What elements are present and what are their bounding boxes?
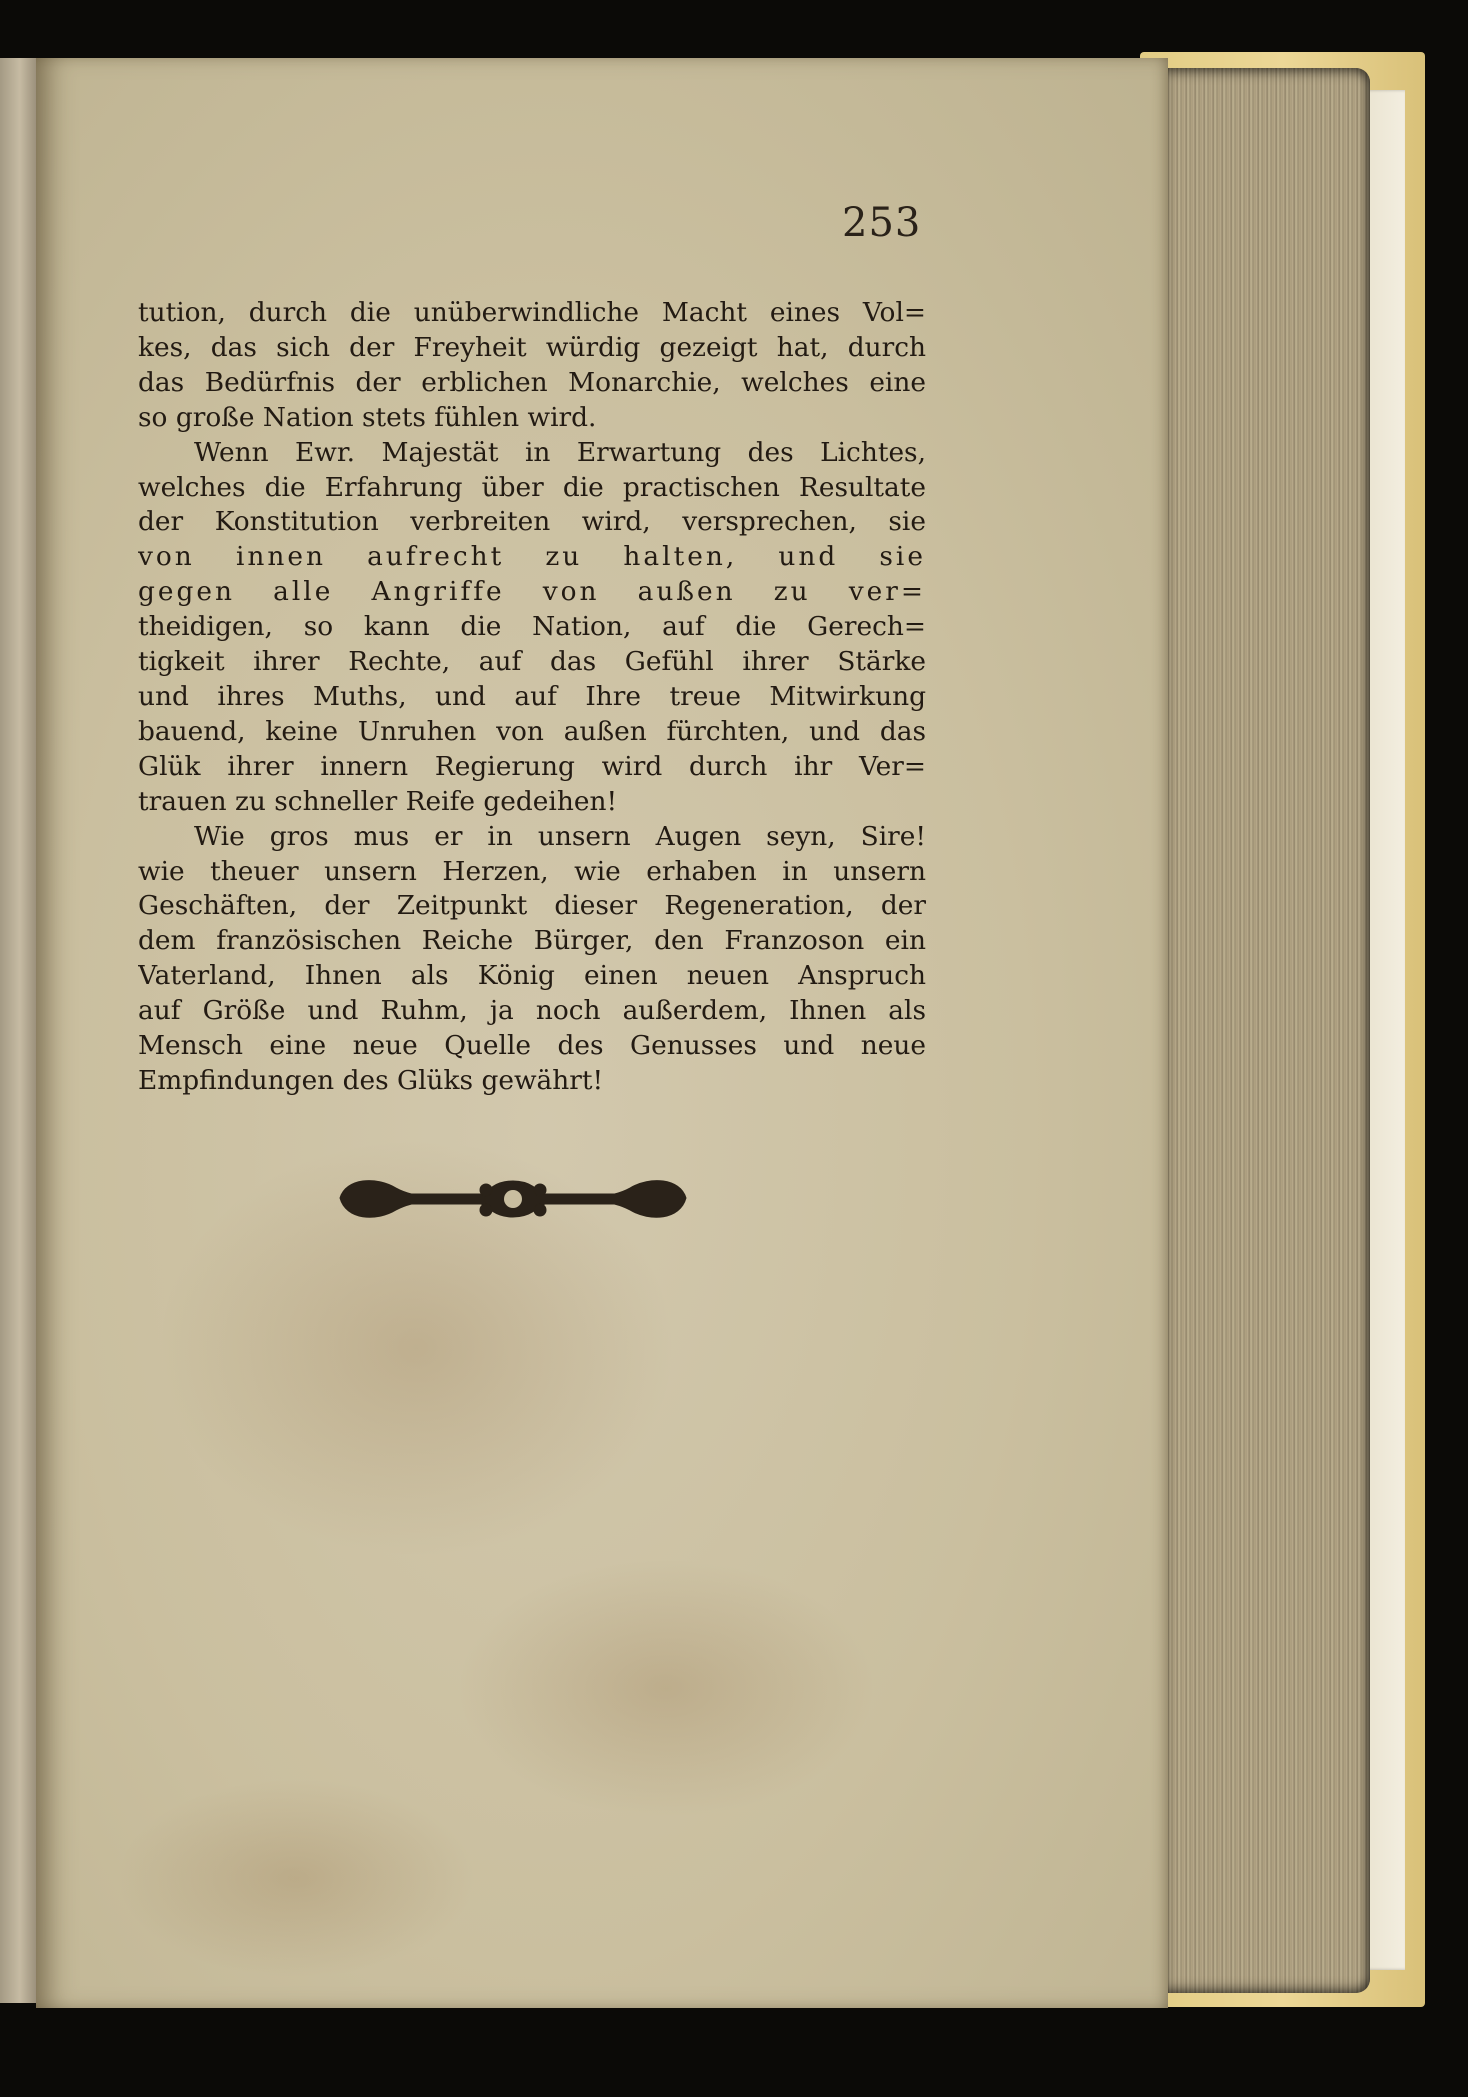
page-stain	[456, 1558, 876, 1818]
text-line: Wenn Ewr. Majestät in Erwartung des Lichtes,	[194, 436, 926, 468]
text-line: und ihres Muths, und auf Ihre treue Mitwirkung	[138, 680, 926, 712]
text-line: Geschäften, der Zeitpunkt dieser Regeneration, der	[138, 890, 926, 922]
facing-page-edge	[0, 58, 36, 2003]
text-line: so große Nation stets fühlen wird.	[138, 401, 597, 433]
text-line: wie theuer unsern Herzen, wie erhaben in unsern	[138, 855, 926, 887]
page-stain	[116, 1778, 476, 1978]
text-line: tution, durch die unüberwindliche Macht eines Vol=	[138, 297, 926, 328]
text-line: kes, das sich der Freyheit würdig gezeigt hat, durch	[138, 331, 926, 363]
text-line: Wie gros mus er in unsern Augen seyn, Sire!	[194, 820, 926, 852]
page-number: 253	[842, 200, 922, 246]
text-line: Vaterland, Ihnen als König einen neuen Anspruch	[138, 960, 926, 992]
body-text	[138, 296, 926, 1099]
text-line: welches die Erfahrung über die practischen Resultate	[138, 471, 926, 503]
text-line: trauen zu schneller Reife gedeihen!	[138, 785, 618, 817]
text-line: auf Größe und Ruhm, ja noch außerdem, Ihnen als	[138, 995, 926, 1027]
text-line: der Konstitution verbreiten wird, versprechen, sie	[138, 506, 926, 538]
text-line: dem französischen Reiche Bürger, den Franzoson ein	[138, 925, 926, 957]
text-line: Empfindungen des Glüks gewährt!	[138, 1064, 604, 1096]
text-line: tigkeit ihrer Rechte, auf das Gefühl ihrer Stärke	[138, 646, 926, 678]
text-line: von innen aufrecht zu halten, und sie	[138, 541, 926, 573]
text-line: gegen alle Angriffe von außen zu ver=	[138, 576, 926, 608]
text-line: Glük ihrer innern Regierung wird durch ihr Ver=	[138, 750, 926, 782]
page-edges	[1165, 68, 1370, 1993]
text-line: theidigen, so kann die Nation, auf die Gerech=	[138, 611, 926, 643]
tailpiece-ornament	[336, 1168, 690, 1230]
text-line: Mensch eine neue Quelle des Genusses und neue	[138, 1030, 926, 1062]
text-line: das Bedürfnis der erblichen Monarchie, welches eine	[138, 366, 926, 398]
text-line: bauend, keine Unruhen von außen fürchten, und das	[138, 715, 926, 747]
